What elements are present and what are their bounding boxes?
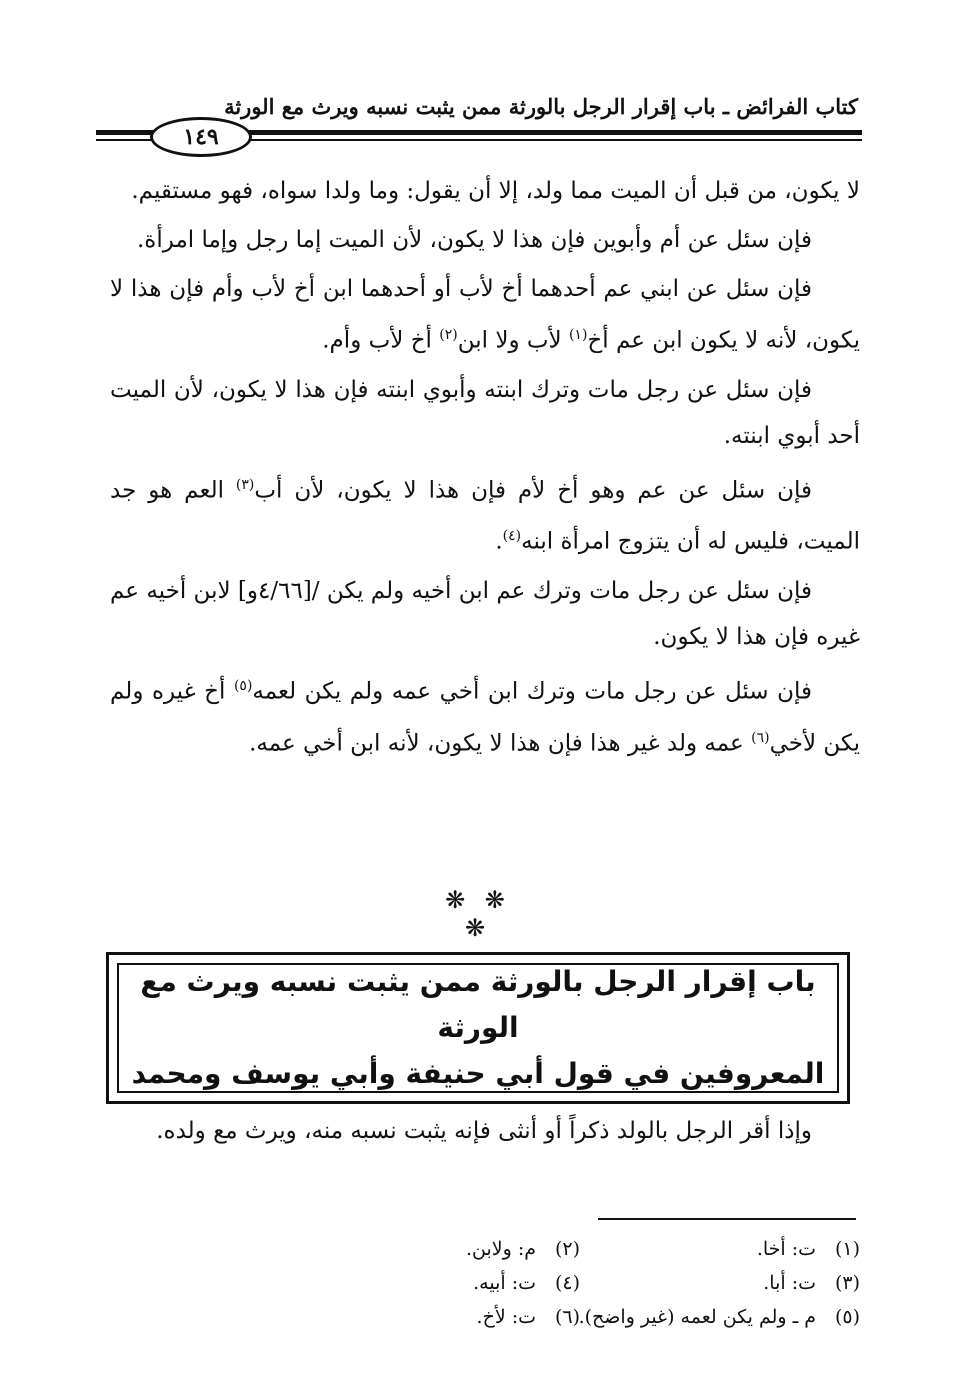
chapter-title-line-1: باب إقرار الرجل بالورثة ممن يثبت نسبه ويرث مع الورثة bbox=[140, 965, 816, 1044]
footnote-ref[interactable]: (٢) bbox=[439, 327, 458, 343]
footnote bbox=[580, 1266, 860, 1300]
footnote-ref[interactable]: (٤) bbox=[502, 528, 522, 545]
paragraph-text: فإن سئل عن رجل مات وترك ابن أخي عمه ولم يكن لعمه bbox=[252, 678, 812, 705]
footnote-ref[interactable]: (٥) bbox=[233, 677, 253, 694]
footnote-divider bbox=[598, 1218, 856, 1220]
paragraph-text: فإن سئل عن ابني عم أحدهما أخ لأب أو أحدهما ابن أخ لأب وأم فإن هذا لا يكون، لأنه لا يكون ابن عم أخ bbox=[110, 276, 860, 354]
footnote-number: (٢) bbox=[554, 1238, 580, 1260]
footnote bbox=[300, 1232, 580, 1266]
footnote-text: م: ولابن. bbox=[465, 1238, 536, 1260]
page-number: ١٤٩ bbox=[150, 117, 252, 157]
footnote-row bbox=[300, 1232, 860, 1266]
footnote-text: ت: أبيه. bbox=[473, 1272, 536, 1294]
paragraph-text: العم هو جد الميت، فليس له أن يتزوج امرأة ابنه bbox=[110, 477, 860, 555]
footnote-ref[interactable]: (٣) bbox=[235, 476, 255, 493]
footnote-ref[interactable]: (٦) bbox=[751, 729, 770, 746]
footnote-text: ت: أبا. bbox=[763, 1272, 816, 1294]
footnote bbox=[580, 1232, 860, 1266]
footnote-number: (٦) bbox=[554, 1306, 580, 1328]
chapter-title-inner-frame bbox=[117, 963, 839, 1093]
footnote-row bbox=[300, 1266, 860, 1300]
paragraph-text: فإن سئل عن عم وهو أخ لأم فإن هذا لا يكون، لأن أب bbox=[254, 477, 812, 504]
footnote-row bbox=[300, 1300, 860, 1334]
paragraph-text: لأب ولا ابن bbox=[457, 327, 569, 354]
footnote-number: (٣) bbox=[834, 1272, 860, 1294]
footnote-text: ت: أخا. bbox=[756, 1238, 816, 1260]
paragraph-text: أخ غيره ولم يكن لأخي bbox=[110, 678, 860, 757]
footnote bbox=[580, 1300, 860, 1334]
footnote bbox=[300, 1266, 580, 1300]
footnotes bbox=[300, 1232, 860, 1334]
footnote-number: (١) bbox=[834, 1238, 860, 1260]
paragraph bbox=[110, 663, 860, 766]
main-text bbox=[110, 168, 860, 769]
paragraph: وإذا أقر الرجل بالولد ذكراً أو أنثى فإنه يثبت نسبه منه، ويرث مع ولده. bbox=[156, 1118, 812, 1144]
footnote-number: (٥) bbox=[834, 1306, 860, 1328]
paragraph bbox=[110, 462, 860, 565]
footnote bbox=[300, 1300, 580, 1334]
footnote-text: م ـ ولم يكن لعمه (غير واضح). bbox=[578, 1306, 816, 1328]
paragraph-text: عمه ولد غير هذا فإن هذا لا يكون، لأنه ابن أخي عمه. bbox=[249, 730, 752, 757]
paragraph bbox=[110, 266, 860, 364]
chapter-title-line-2: المعروفين في قول أبي حنيفة وأبي يوسف ومحمد bbox=[131, 1057, 825, 1090]
footnote-number: (٤) bbox=[554, 1272, 580, 1294]
running-header-title: كتاب الفرائض ـ باب إقرار الرجل بالورثة ممن يثبت نسبه ويرث مع الورثة bbox=[224, 94, 858, 119]
paragraph: فإن سئل عن رجل مات وترك ابنته وأبوي ابنته فإن هذا لا يكون، لأن الميت أحد أبوي ابنته. bbox=[110, 376, 860, 449]
paragraph: فإن سئل عن أم وأبوين فإن هذا لا يكون، لأن الميت إما رجل وإما امرأة. bbox=[137, 227, 812, 253]
footnote-ref[interactable]: (١) bbox=[568, 327, 588, 343]
paragraph: لا يكون، من قبل أن الميت مما ولد، إلا أن يقول: وما ولدا سواه، فهو مستقيم. bbox=[131, 178, 860, 204]
footnote-text: ت: لأخ. bbox=[476, 1306, 536, 1328]
paragraph-text: . bbox=[495, 528, 503, 555]
paragraph: فإن سئل عن رجل مات وترك عم ابن أخيه ولم يكن /[٤/٦٦و] لابن أخيه عم غيره فإن هذا لا يكون. bbox=[110, 577, 860, 650]
chapter-body-text bbox=[110, 1108, 860, 1154]
paragraph-text: أخ لأب وأم. bbox=[322, 327, 440, 354]
chapter-title-frame bbox=[106, 952, 850, 1104]
section-separator-ornament: ❋ ❋ ❋ bbox=[445, 886, 511, 942]
